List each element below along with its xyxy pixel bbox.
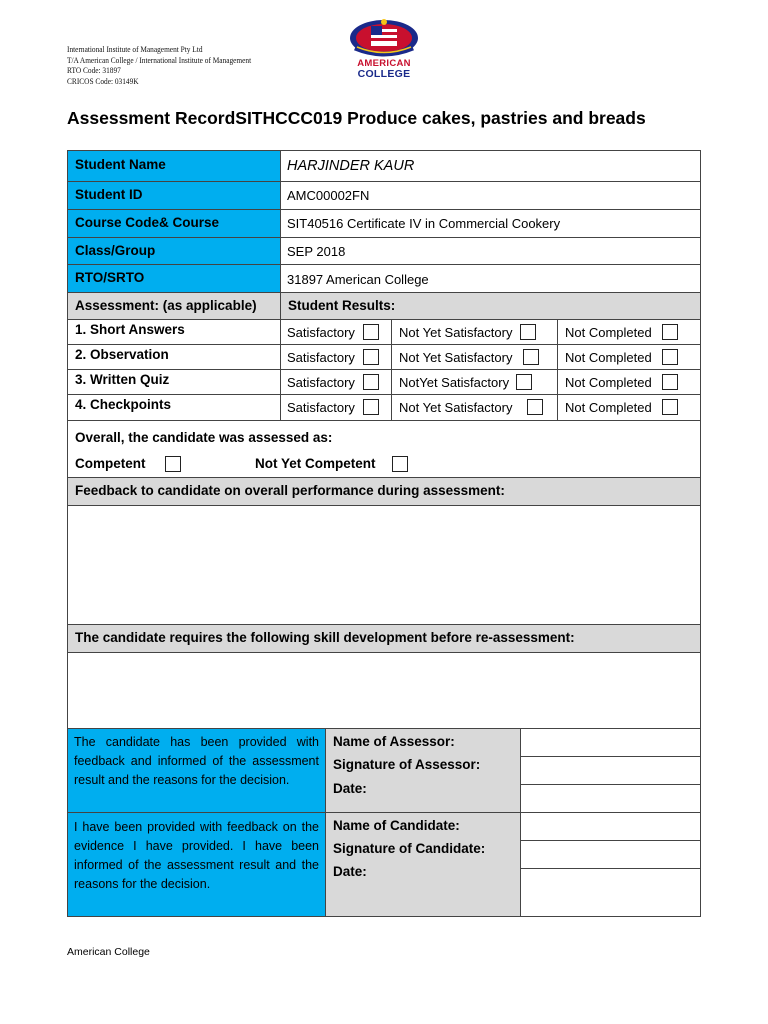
student-id-value: AMC00002FN — [287, 188, 370, 203]
satisfactory-label: Satisfactory — [287, 350, 355, 365]
assessment-name: 3. Written Quiz — [75, 372, 170, 387]
page-title: Assessment RecordSITHCCC019 Produce cakes, pastries and breads — [67, 108, 646, 128]
header-line: International Institute of Management Pty Ltd — [67, 45, 203, 54]
student-name-value: HARJINDER KAUR — [287, 158, 415, 174]
competent-checkbox[interactable] — [165, 456, 181, 472]
class-label: Class/Group — [75, 243, 156, 258]
satisfactory-label: Satisfactory — [287, 375, 355, 390]
not-completed-cell — [557, 394, 701, 421]
student-name-label: Student Name — [75, 157, 166, 172]
not-yet-satisfactory-label: Not Yet Satisfactory — [399, 325, 513, 340]
not-yet-satisfactory-cell — [391, 394, 558, 421]
assessor-signature-label: Signature of Assessor: — [333, 757, 481, 772]
assessment-name: 4. Checkpoints — [75, 397, 172, 412]
not-completed-checkbox[interactable] — [662, 399, 678, 415]
assessor-signature-input[interactable] — [520, 756, 701, 785]
satisfactory-cell — [280, 369, 392, 395]
not-completed-cell — [557, 319, 701, 345]
not-completed-label: Not Completed — [565, 375, 652, 390]
not-completed-cell — [557, 369, 701, 395]
not-yet-satisfactory-cell — [391, 319, 558, 345]
feedback-label: Feedback to candidate on overall performance during assessment: — [75, 483, 505, 498]
satisfactory-checkbox[interactable] — [363, 399, 379, 415]
not-yet-satisfactory-cell — [391, 369, 558, 395]
satisfactory-cell — [280, 344, 392, 370]
rto-field[interactable] — [280, 264, 701, 293]
not-yet-satisfactory-cell — [391, 344, 558, 370]
header-line: T/A American College / International Institute of Management — [67, 55, 252, 65]
assessment-name: 1. Short Answers — [75, 322, 185, 337]
not-completed-label: Not Completed — [565, 350, 652, 365]
not-completed-checkbox[interactable] — [662, 374, 678, 390]
not-completed-label: Not Completed — [565, 325, 652, 340]
assessor-date-label: Date: — [333, 781, 367, 796]
candidate-statement-cell — [67, 812, 326, 917]
class-field[interactable] — [280, 237, 701, 265]
not-yet-satisfactory-label: Not Yet Satisfactory — [399, 350, 513, 365]
not-completed-checkbox[interactable] — [662, 349, 678, 365]
assessment-name: 2. Observation — [75, 347, 169, 362]
assessor-name-input[interactable] — [520, 728, 701, 757]
student-name-field[interactable] — [280, 150, 701, 182]
college-crest-icon — [343, 16, 425, 60]
course-label: Course Code& Course — [75, 215, 220, 230]
feedback-header-cell — [67, 477, 701, 506]
skill-label: The candidate requires the following skill development before re-assessment: — [75, 630, 575, 645]
not-yet-satisfactory-checkbox[interactable] — [516, 374, 532, 390]
assessment-row-label — [67, 394, 281, 421]
course-label-cell — [67, 209, 281, 238]
american-college-logo — [343, 16, 425, 82]
satisfactory-label: Satisfactory — [287, 400, 355, 415]
student-name-label-cell — [67, 150, 281, 182]
satisfactory-cell — [280, 394, 392, 421]
candidate-signature-input[interactable] — [520, 840, 701, 869]
assessment-row-label — [67, 369, 281, 395]
skill-header-cell — [67, 624, 701, 653]
not-yet-satisfactory-label: NotYet Satisfactory — [399, 375, 510, 390]
institution-header — [67, 45, 267, 87]
not-yet-satisfactory-label: Not Yet Satisfactory — [399, 400, 513, 415]
assessor-statement: The candidate has been provided with feedback and informed of the assessment result and the reasons for the decision. — [74, 735, 319, 787]
satisfactory-checkbox[interactable] — [363, 374, 379, 390]
student-id-label: Student ID — [75, 187, 143, 202]
course-value: SIT40516 Certificate IV in Commercial Cookery — [287, 216, 561, 231]
student-id-label-cell — [67, 181, 281, 210]
skill-development-field[interactable] — [67, 652, 701, 729]
not-yet-satisfactory-checkbox[interactable] — [527, 399, 543, 415]
assessment-row-label — [67, 344, 281, 370]
results-header-cell — [280, 292, 701, 320]
assessor-labels-cell — [325, 728, 521, 813]
assessor-name-label: Name of Assessor: — [333, 734, 455, 749]
assessment-header: Assessment: (as applicable) — [75, 298, 257, 313]
not-yet-satisfactory-checkbox[interactable] — [523, 349, 539, 365]
not-completed-checkbox[interactable] — [662, 324, 678, 340]
assessment-header-cell — [67, 292, 281, 320]
student-id-field[interactable] — [280, 181, 701, 210]
candidate-name-input[interactable] — [520, 812, 701, 841]
candidate-date-input[interactable] — [520, 868, 701, 917]
not-yet-competent-label: Not Yet Competent — [255, 456, 376, 471]
satisfactory-checkbox[interactable] — [363, 349, 379, 365]
logo-text-american: AMERICAN — [357, 58, 411, 69]
satisfactory-label: Satisfactory — [287, 325, 355, 340]
candidate-name-label: Name of Candidate: — [333, 818, 460, 833]
satisfactory-cell — [280, 319, 392, 345]
results-header: Student Results: — [288, 298, 396, 313]
rto-label: RTO/SRTO — [75, 270, 145, 285]
header-line: RTO Code: 31897 — [67, 66, 121, 75]
feedback-field[interactable] — [67, 505, 701, 625]
not-yet-satisfactory-checkbox[interactable] — [520, 324, 536, 340]
class-value: SEP 2018 — [287, 244, 346, 259]
assessor-date-input[interactable] — [520, 784, 701, 813]
rto-label-cell — [67, 264, 281, 293]
satisfactory-checkbox[interactable] — [363, 324, 379, 340]
course-field[interactable] — [280, 209, 701, 238]
not-completed-label: Not Completed — [565, 400, 652, 415]
header-line: CRICOS Code: 03149K — [67, 76, 139, 86]
class-label-cell — [67, 237, 281, 265]
page-footer: American College — [67, 946, 150, 958]
candidate-signature-label: Signature of Candidate: — [333, 841, 486, 856]
competent-label: Competent — [75, 456, 146, 471]
overall-label: Overall, the candidate was assessed as: — [75, 430, 333, 445]
not-yet-competent-checkbox[interactable] — [392, 456, 408, 472]
candidate-statement: I have been provided with feedback on the evidence I have provided. I have been informed of the assessment result and the reasons for the decision. — [74, 820, 319, 891]
rto-value: 31897 American College — [287, 272, 429, 287]
not-completed-cell — [557, 344, 701, 370]
assessor-statement-cell — [67, 728, 326, 813]
candidate-date-label: Date: — [333, 864, 367, 879]
overall-assessment-cell — [67, 420, 701, 478]
candidate-labels-cell — [325, 812, 521, 917]
logo-text-college: COLLEGE — [357, 68, 411, 80]
assessment-row-label — [67, 319, 281, 345]
